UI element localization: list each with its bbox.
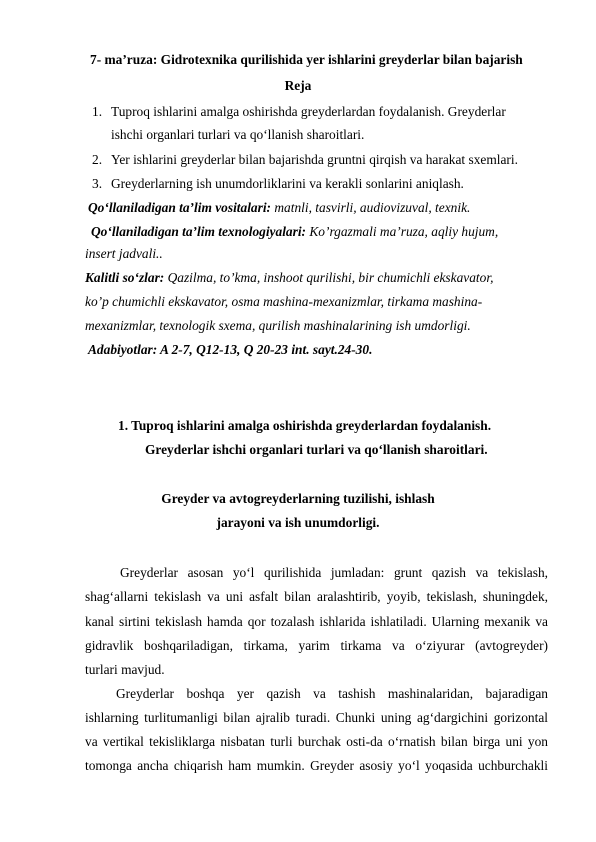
subsection-heading: jarayoni va ish unumdorligi.	[216, 515, 380, 530]
paragraph-line: turlari mavjud.	[85, 662, 165, 677]
paragraph-line: ishlarning turlitumanligi bilan ajralib turadi. Chunki uning ag‘dargichini gorizontal	[85, 710, 548, 725]
section-heading: Greyderlar ishchi organlari turlari va qo‘llanish sharoitlari.	[145, 442, 488, 457]
tools-text: matnli, tasvirli, audiovizuval, texnik.	[271, 200, 471, 215]
tools-line	[88, 199, 470, 217]
literature-line: Adabiyotlar: A 2-7, Q12-13, Q 20-23 int. sayt.24-30.	[88, 342, 373, 357]
tools-label: Qo‘llaniladigan ta’lim vositalari:	[88, 200, 272, 215]
plan-item-number: 2.	[92, 152, 103, 167]
keywords-text: mexanizmlar, texnologik sxema, qurilish mashinalarining ish umdorligi.	[85, 318, 471, 333]
paragraph-line: gidravlik boshqariladigan, tirkama, yarim tirkama va o‘ziyurar (avtogreyder)	[85, 638, 548, 653]
section-heading: 1. Tuproq ishlarini amalga oshirishda greyderlardan foydalanish.	[118, 418, 492, 433]
plan-item-number: 1.	[92, 104, 103, 119]
tech-text: Ko’rgazmali ma’ruza, aqliy hujum,	[306, 224, 499, 239]
keywords-text: ko’p chumichli ekskavator, osma mashina-mexanizmlar, tirkama mashina-	[85, 294, 483, 309]
keywords-line	[85, 269, 493, 287]
plan-item-text: ishchi organlari turlari va qo‘llanish sharoitlari.	[111, 127, 365, 142]
plan-item-text: Greyderlarning ish unumdorliklarini va kerakli sonlarini aniqlash.	[111, 176, 464, 191]
plan-item-number: 3.	[92, 176, 103, 191]
plan-item-text: Yer ishlarini greyderlar bilan bajarishda gruntni qirqish va harakat sxemlari.	[111, 152, 518, 167]
lecture-title: 7- ma’ruza: Gidrotexnika qurilishida yer ishlarini greyderlar bilan bajarish	[90, 52, 523, 67]
paragraph-line: tomonga ancha chiqarish ham mumkin. Greyder asosiy yo‘l yoqasida uchburchakli	[85, 758, 548, 773]
paragraph-line: shag‘allarni tekislash va uni asfalt bilan aralashtirib, yoyib, tekislash, shuningdek,	[85, 589, 548, 604]
paragraph-line: kanal sirtini tekislash hamda qor tozalash ishlarida ishlatiladi. Ularning mexanik va	[85, 614, 548, 629]
subsection-heading: Greyder va avtogreyderlarning tuzilishi, ishlash	[161, 491, 435, 506]
tech-text-cont: insert jadvali..	[85, 246, 163, 261]
keywords-label: Kalitli so‘zlar:	[85, 270, 165, 285]
keywords-text: Qazilma, to’kma, inshoot qurilishi, bir chumichli ekskavator,	[164, 270, 494, 285]
tech-line	[91, 223, 498, 241]
plan-item-text: Tuproq ishlarini amalga oshirishda greyderlardan foydalanish. Greyderlar	[111, 104, 506, 119]
paragraph-line: Greyderlar asosan yo‘l qurilishida jumladan: grunt qazish va tekislash,	[120, 565, 548, 580]
paragraph-line: Greyderlar boshqa yer qazish va tashish mashinalaridan, bajaradigan	[116, 686, 548, 701]
tech-label: Qo‘llaniladigan ta’lim texnologiyalari:	[91, 224, 307, 239]
plan-heading: Reja	[284, 78, 312, 93]
paragraph-line: va vertikal tekisliklarga nisbatan turli burchak osti-da o‘rnatish bilan birga uni yon	[85, 734, 548, 749]
